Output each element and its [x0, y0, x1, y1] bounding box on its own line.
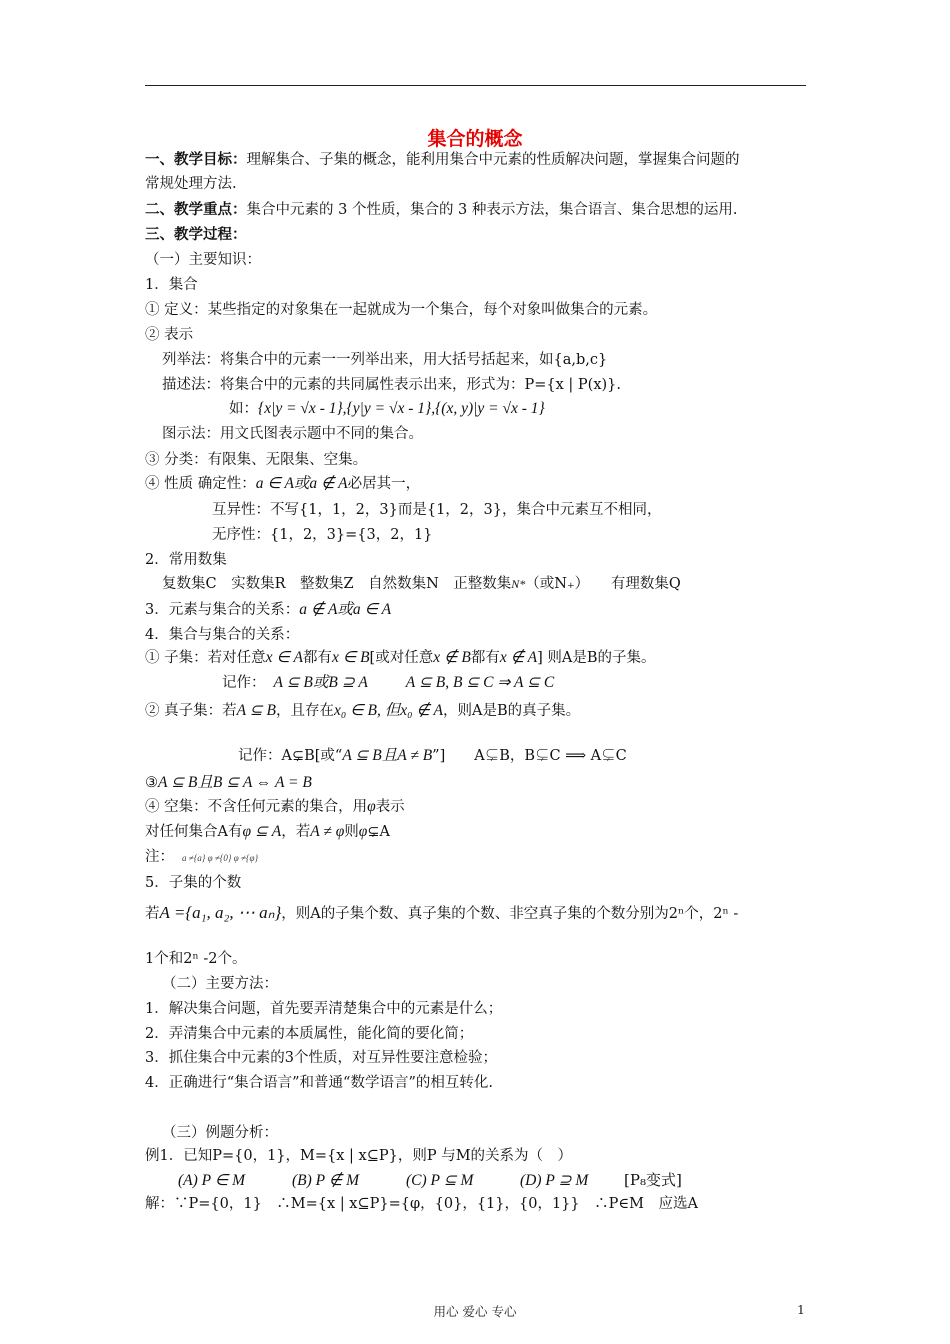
property-suffix: 必居其一， [347, 476, 421, 492]
empty-tail: 表示 [375, 799, 405, 815]
subset-text-e: ] 则A是B的子集。 [537, 650, 656, 666]
subset-formula-1: x ∈ A [265, 649, 303, 666]
property-distinct: 互异性：不写{1，1，2，3}而是{1，2，3}，集合中元素互不相同， [212, 502, 662, 518]
proper-text-b: ，且存在 [276, 703, 335, 719]
subset-formula-4: x ∉ A [499, 649, 538, 666]
subset-notation-formula-2: A ⊆ B, B ⊆ C ⇒ A ⊆ C [405, 674, 555, 691]
diagram-method: 图示法：用文氏图表示题中不同的集合。 [162, 426, 423, 442]
list-method: 列举法：将集合中的元素一一列举出来，用大括号括起来，如{a,b,c} [162, 352, 608, 368]
proper-formula-2: x₀ ∈ B, 但x₀ ∉ A [334, 702, 443, 719]
method-item: 4．正确进行“集合语言”和普通“数学语言”的相互转化. [145, 1075, 493, 1091]
empty-rule-text-c: 则 [344, 824, 359, 840]
section-4-title: 4．集合与集合的关系： [145, 627, 300, 643]
subset-text-b: 都有 [302, 650, 332, 666]
proper-notation-formula: A ⊆ B且A ≠ B [342, 747, 433, 764]
example-1-options [178, 1169, 682, 1192]
count-text-a: 若 [145, 906, 160, 922]
subset-notation [222, 672, 554, 694]
method-item: 3．抓住集合中元素的3个性质，对互异性要注意检验； [145, 1050, 497, 1066]
proper-formula-1: A ⊆ B [236, 702, 277, 719]
subset-formula-2: x ∈ B [331, 649, 370, 666]
property-formula: a ∈ A或a ∉ A [255, 475, 348, 492]
number-sets-list: 复数集C 实数集R 整数集Z 自然数集N 正整数集 [162, 576, 512, 592]
page-number: 1 [797, 1302, 805, 1317]
note-content: a ≠{a} φ ≠{0} φ ≠{φ} [182, 853, 259, 863]
goals-text: 理解集合、子集的概念，能利用集合中元素的性质解决问题，掌握集合问题的 [246, 152, 740, 168]
method-item: 2．弄清集合中元素的本质属性，能化简的要化简； [145, 1026, 474, 1042]
description-method: 描述法：将集合中的元素的共同属性表示出来，形式为：P={x | P(x)}. [162, 377, 621, 393]
knowledge-heading: （一）主要知识： [145, 252, 261, 268]
example-prefix: 如： [229, 401, 258, 417]
note-line [145, 846, 258, 869]
goals-label: 一、教学目标： [145, 152, 247, 168]
empty-rule-formula-1: φ ⊆ A [242, 823, 282, 840]
header-rule [145, 85, 806, 86]
description-example [229, 398, 545, 420]
subset-text-d: 都有 [470, 650, 500, 666]
process-label: 三、教学过程： [145, 227, 247, 243]
classification: ③ 分类：有限集、无限集、空集。 [145, 452, 368, 468]
option-c: (C) P ⊆ M [406, 1172, 474, 1189]
set-representation: ② 表示 [145, 327, 194, 343]
keypoints-label: 二、教学重点： [145, 202, 247, 218]
page-footer: 用心 爱心 专心 [433, 1304, 517, 1319]
count-formula: A ={a₁, a₂, ⋯ aₙ} [159, 903, 282, 922]
empty-rule-text-d: ⊊A [367, 824, 390, 840]
empty-set-definition [145, 796, 405, 818]
subset-count-continued: 1个和2ⁿ -2个。 [145, 951, 247, 967]
property-unordered: 无序性：{1，2，3}={3，2，1} [212, 527, 433, 543]
subset-text-a: ① 子集：若对任意 [145, 650, 266, 666]
goals-line-2: 常规处理方法. [145, 176, 237, 192]
subset-definition [145, 647, 656, 669]
empty-rule-text-a: 对任何集合A有 [145, 824, 243, 840]
property-label: ④ 性质 确定性： [145, 476, 256, 492]
positive-integer-symbol: N* [511, 577, 526, 591]
section-3-title: 3．元素与集合的关系： [145, 602, 300, 618]
section-1-title: 1．集合 [145, 277, 198, 293]
empty-symbol: φ [367, 798, 376, 815]
proper-text-c: ，则A是B的真子集。 [442, 703, 581, 719]
proper-notation-text-a: A⊊B[或“ [281, 748, 343, 764]
section-3-line [145, 599, 391, 621]
empty-rule-formula-3: φ [358, 823, 368, 840]
section-5-title: 5．子集的个数 [145, 875, 242, 891]
empty-rule-text-b: ，若 [281, 824, 311, 840]
subset-formula-3: x ∉ B [433, 649, 471, 666]
equality-formula: A ⊆ B且B ⊆ A ⇔ A = B [158, 774, 312, 791]
subset-notation-formula-1: A ⊆ B或B ⊇ A [273, 674, 368, 691]
proper-text-a: ② 真子集：若 [145, 703, 237, 719]
example-1-solution: 解：∵P={0，1} ∴M={x | x⊆P}={φ，{0}，{1}，{0，1}} ∴P∈M 应选A [145, 1196, 698, 1212]
empty-set-rule [145, 821, 390, 843]
proper-subset-notation [238, 745, 627, 767]
example-formula: {x|y = √x - 1},{y|y = √x - 1},{(x, y)|y = √x - 1} [258, 400, 545, 417]
proper-subset-definition [145, 700, 580, 722]
option-d: (D) P ⊇ M [520, 1172, 589, 1189]
page-title: 集合的概念 [427, 128, 523, 150]
subset-text-c: [或对任意 [369, 650, 434, 666]
note-label: 注： [145, 849, 174, 865]
set-definition: ① 定义：某些指定的对象集在一起就成为一个集合，每个对象叫做集合的元素。 [145, 302, 658, 318]
examples-heading: （三）例题分析： [162, 1125, 278, 1141]
option-a: (A) P ∈ M [178, 1172, 246, 1189]
subset-notation-label: 记作： [222, 675, 266, 691]
equality-marker: ③ [145, 775, 158, 791]
element-relation-formula: a ∉ A或a ∈ A [299, 601, 392, 618]
keypoints-text: 集合中元素的 3 个性质，集合的 3 种表示方法，集合语言、集合思想的运用. [246, 202, 738, 218]
example-source: [P₈变式] [624, 1171, 682, 1189]
methods-heading: （二）主要方法： [162, 976, 278, 992]
method-item: 1．解决集合问题，首先要弄清楚集合中的元素是什么； [145, 1001, 503, 1017]
property-determinacy [145, 473, 420, 495]
keypoints-line [145, 199, 738, 221]
option-b: (B) P ∉ M [292, 1172, 360, 1189]
example-1-question: 例1．已知P={0，1}，M={x | x⊆P}，则P 与M的关系为（ ） [145, 1148, 573, 1164]
count-text-b: ，则A的子集个数、真子集的个数、非空真子集的个数分别为2ⁿ个，2ⁿ - [281, 906, 739, 922]
common-number-sets [162, 573, 681, 595]
number-sets-tail: （或N₊） 有理数集Q [525, 576, 681, 592]
proper-notation-label: 记作： [238, 748, 282, 764]
empty-rule-formula-2: A ≠ φ [310, 823, 345, 840]
subset-count [145, 902, 738, 925]
goals-line-1 [145, 149, 740, 171]
proper-notation-text-b: ”] A⊊B，B⊊C ⟹ A⊊C [432, 748, 627, 764]
set-equality [145, 772, 312, 794]
empty-text: ④ 空集：不含任何元素的集合，用 [145, 799, 368, 815]
section-2-title: 2．常用数集 [145, 552, 227, 568]
